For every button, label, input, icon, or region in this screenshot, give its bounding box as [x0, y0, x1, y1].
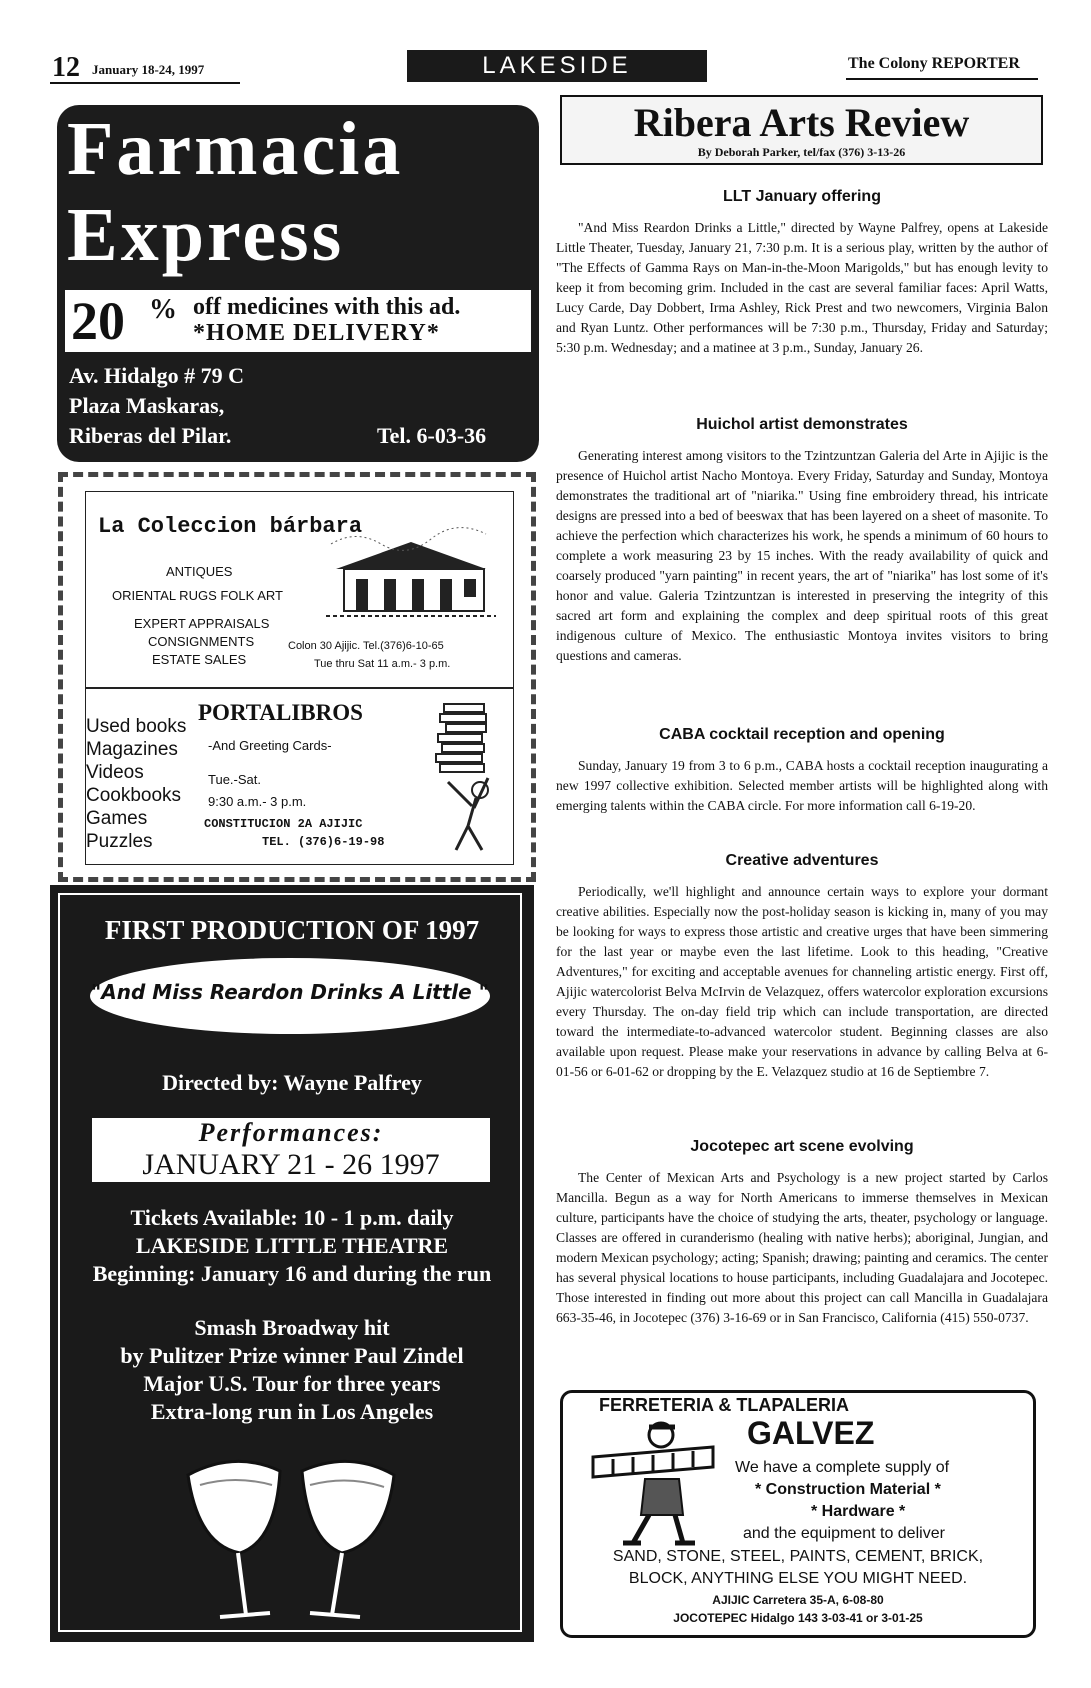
play-title: "And Miss Reardon Drinks A Little "	[90, 980, 490, 1004]
publication-name: The Colony REPORTER	[848, 55, 1020, 72]
article-heading: Huichol artist demonstrates	[696, 416, 908, 433]
portalibros-days: Tue.-Sat.	[208, 772, 261, 787]
antiques-line: ANTIQUES	[166, 564, 233, 579]
performances-label: Performances:	[198, 1118, 384, 1147]
article-heading: CABA cocktail reception and opening	[659, 726, 945, 743]
directed-by: Directed by: Wayne Palfrey	[162, 1070, 422, 1095]
beginning-line: Beginning: January 16 and during the run	[92, 1261, 492, 1286]
performances-box	[92, 1118, 490, 1182]
ferreteria-line: SAND, STONE, STEEL, PAINTS, CEMENT, BRICK,	[612, 1548, 984, 1565]
appraisals-line: EXPERT APPRAISALS	[134, 616, 270, 631]
portalibros-item: Cookbooks	[86, 785, 182, 806]
ferreteria-ajijic: AJIJIC Carretera 35-A, 6-08-80	[712, 1593, 884, 1607]
express-title: Express	[67, 193, 345, 277]
venue-line: LAKESIDE LITTLE THEATRE	[135, 1233, 449, 1258]
arts-review-byline: By Deborah Parker, tel/fax (376) 3-13-26	[697, 145, 906, 159]
first-production-heading: FIRST PRODUCTION OF 1997	[104, 915, 480, 945]
page-number: 12	[52, 52, 80, 83]
portalibros-item: Videos	[86, 762, 144, 783]
ferreteria-jocotepec: JOCOTEPEC Hidalgo 143 3-03-41 or 3-01-25	[673, 1611, 923, 1625]
farmacia-phone: Tel. 6-03-36	[377, 423, 487, 448]
article-body: Generating interest among visitors to the Tzintzuntzan Galeria del Arte in Ajijic is the presence of Huichol artist Nacho Montoya. Every Friday, Saturday and Sunday, Montoya demonstrates the traditional art of "niarika." Using fine embroidery thread, his intricate designs are pressed into a bed of beeswax that has been layered on a sheet of masonite. To achieve the perfection which characterizes his work, he spends a minimum of 60 hours to complete a work measuring 23 by 15 inches. With the ready availability of quick and coarsely produced "yarn painting" in recent years, the art of "niarika" has lost some of it's honor and value. Galeria Tzintzuntzan is interested in preserving the integrity of this sacred art form and explaining the complex and deep spiritual roots of this great indigenous culture of Mexico. The enthusiastic Montoya invites visitors to bring questions and cameras.	[556, 448, 1048, 663]
article-heading: LLT January offering	[723, 188, 881, 205]
article-body: Periodically, we'll highlight and announce certain ways to explore your dormant creative abilities. Especially now the post-holiday season is kicking in, many of you may be looking for ways to express those artistic and creative urges that have been simmering for the last year or maybe even the last lifetime. Look to this heading, "Creative Adventures," for exciting and acceptable avenues for channeling artistic energy. First off, Ajijic watercolorist Belva McIrvin de Velazquez, offers watercolor exploration excursions every Thursday. The on-day field trip which can include transportation, are directed toward the intermediate-to-advanced watercolor student. Beginning classes are also available upon request. Please make your reservations in advance by calling Belva at 6-01-56 or 6-01-62 or dropping by the E. Velazquez studio at 16 de Septiembre 7.	[556, 884, 1048, 1079]
article-heading: Jocotepec art scene evolving	[690, 1138, 914, 1155]
ferreteria-line: BLOCK, ANYTHING ELSE YOU MIGHT NEED.	[628, 1570, 968, 1587]
smash-hit-line: Smash Broadway hit	[194, 1315, 390, 1340]
discount-text: off medicines with this ad.	[193, 294, 461, 320]
tickets-line: Tickets Available: 10 - 1 p.m. daily	[130, 1205, 454, 1230]
performances-dates: JANUARY 21 - 26 1997	[142, 1148, 440, 1181]
header-rule-right	[846, 78, 1038, 80]
discount-box	[65, 290, 531, 352]
ad-inner-frame	[85, 491, 514, 865]
portalibros-tel: TEL. (376)6-19-98	[262, 835, 385, 849]
portalibros-item: Games	[86, 808, 148, 829]
coleccion-address: Colon 30 Ajijic. Tel.(376)6-10-65	[288, 640, 444, 652]
home-delivery: *HOME DELIVERY*	[193, 320, 440, 346]
ferreteria-title: FERRETERIA & TLAPALERIA	[599, 1395, 849, 1415]
section-banner: LAKESIDE	[407, 50, 707, 82]
arts-review-masthead	[560, 95, 1043, 165]
address-line: Av. Hidalgo # 79 C	[69, 363, 245, 388]
pulitzer-line: by Pulitzer Prize winner Paul Zindel	[120, 1343, 464, 1368]
tour-line: Major U.S. Tour for three years	[143, 1371, 441, 1396]
worker-ladder-illustration	[583, 1417, 723, 1547]
portalibros-hours: 9:30 a.m.- 3 p.m.	[208, 794, 307, 809]
ferreteria-line: We have a complete supply of	[735, 1459, 950, 1476]
theatre-production-ad	[50, 885, 534, 1642]
farmacia-express-ad	[57, 105, 539, 462]
coleccion-portalibros-ad	[58, 472, 536, 882]
ferreteria-line: * Construction Material *	[755, 1481, 941, 1498]
article-body: Sunday, January 19 from 3 to 6 p.m., CABA hosts a cocktail reception inaugurating a new 1997 collective exhibition. Selected member artists will be highlighted along with emerging talents within the CABA circle. For more information call 6-19-20.	[556, 758, 1048, 813]
galvez-name: GALVEZ	[747, 1415, 875, 1451]
house-illustration	[326, 524, 496, 624]
play-title-oval	[90, 958, 490, 1034]
greeting-cards: -And Greeting Cards-	[208, 738, 332, 753]
coleccion-hours: Tue thru Sat 11 a.m.- 3 p.m.	[314, 658, 451, 670]
arts-review-title: Ribera Arts Review	[633, 100, 970, 145]
coleccion-title: La Coleccion bárbara	[98, 514, 363, 539]
address-line: Riberas del Pilar.	[69, 423, 232, 448]
rugs-line: ORIENTAL RUGS FOLK ART	[112, 588, 283, 603]
ferreteria-line: * Hardware *	[811, 1503, 906, 1520]
ferreteria-galvez-ad	[560, 1390, 1036, 1638]
portalibros-item: Used books	[86, 716, 187, 737]
estate-sales-line: ESTATE SALES	[152, 652, 247, 667]
portalibros-address: CONSTITUCION 2A AJIJIC	[204, 817, 363, 831]
address-line: Plaza Maskaras,	[69, 393, 225, 418]
discount-percent: %	[149, 294, 177, 325]
farmacia-title: Farmacia	[67, 107, 404, 191]
issue-date: January 18-24, 1997	[92, 62, 205, 77]
discount-number: 20	[71, 291, 125, 351]
ferreteria-line: and the equipment to deliver	[743, 1525, 945, 1542]
header-rule-left	[50, 82, 240, 84]
book-carrier-illustration	[422, 698, 508, 858]
article-body: "And Miss Reardon Drinks a Little," directed by Wayne Palfrey, opens at Lakeside Little Theater, Tuesday, January 21, 7:30 p.m. It is a serious play, written by the author of "The Effects of Gamma Rays on Man-in-the-Moon Marigolds," but has enough levity to keep it from becoming grim. Included in the cast are several familiar faces: April Watts, Lucy Carde, Day Dobbert, Irma Ashley, Rick Prest and two newcomers, Virginia Balon and Ryan Luntz. Other performances will be 7:30 p.m., Thursday, Friday and Saturday; 5:30 p.m. Wednesday; and a matinee at 3 p.m., Sunday, January 26.	[556, 220, 1048, 355]
consignments-line: CONSIGNMENTS	[148, 634, 255, 649]
portalibros-title: PORTALIBROS	[198, 700, 363, 725]
extra-long-run-line: Extra-long run in Los Angeles	[150, 1399, 434, 1424]
portalibros-item: Puzzles	[86, 831, 153, 852]
portalibros-item: Magazines	[86, 739, 178, 760]
article-heading: Creative adventures	[725, 852, 879, 869]
wine-glasses-illustration	[180, 1445, 410, 1625]
article-body: The Center of Mexican Arts and Psychology is a new project started by Carlos Mancilla. Begun as a way for North Americans to immerse themselves in Mexican culture, participants have the choice of studying the arts, theater, psychology or language. Classes are offered in curanderismo (healing with native herbs); aboriginal, Jungian, and modern Mexican psychology; acting; Spanish; drawing; painting and ceramics. The center has several physical locations to house participants, including Guadalajara and Jocotepec. Those interested in finding out more about this project can call Mancilla in Guadalajara 663-35-46, in Jocotepec (376) 3-16-69 or in San Francisco, California (415) 550-0737.	[556, 1170, 1048, 1325]
ad-divider	[86, 687, 513, 689]
